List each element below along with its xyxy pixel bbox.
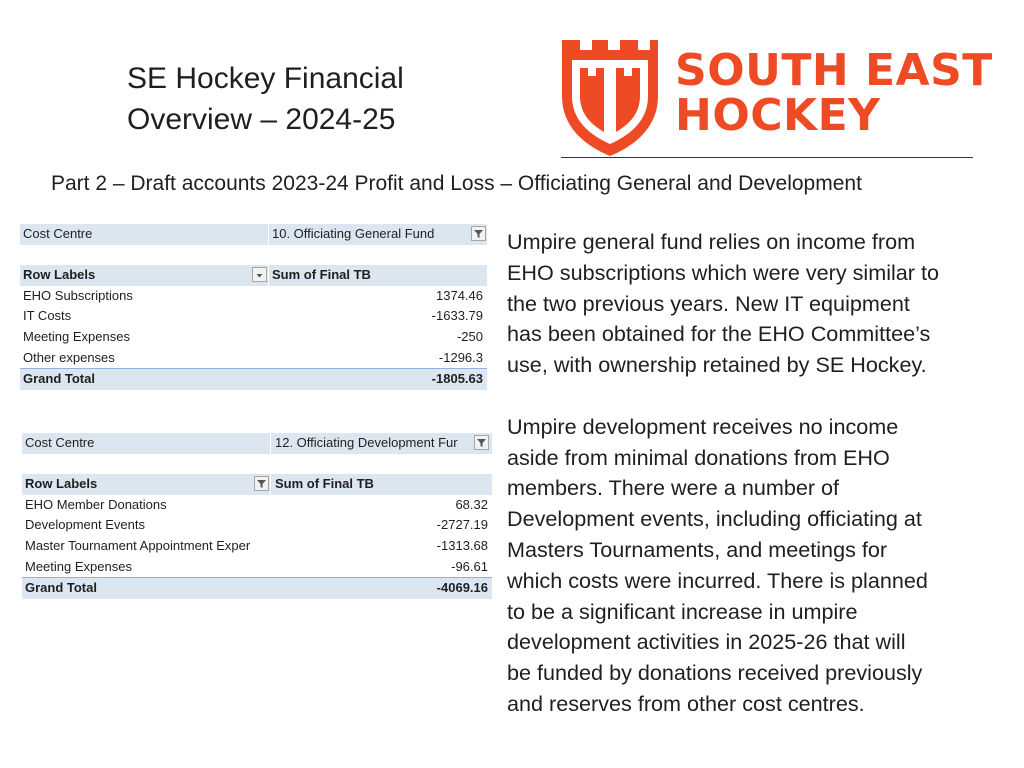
filter-value: 10. Officiating General Fund	[272, 226, 435, 241]
filter-dropdown-button[interactable]	[471, 226, 486, 241]
row-labels-dropdown-button[interactable]	[252, 267, 267, 282]
paragraph-1-line: the two previous years. New IT equipment	[507, 290, 910, 316]
filter-dropdown-button[interactable]	[474, 435, 489, 450]
table-row	[22, 536, 492, 557]
filter-label: Cost Centre	[25, 435, 95, 450]
paragraph-2-line: Umpire development receives no income	[507, 413, 899, 439]
table-row	[20, 327, 487, 348]
header-row-labels: Row Labels	[23, 267, 96, 283]
title-line-2: Overview – 2024-25	[127, 103, 396, 136]
row-value: 1374.46	[436, 287, 483, 303]
chevron-down-icon	[253, 269, 266, 282]
row-value: -1296.3	[438, 349, 483, 365]
header-row	[20, 265, 487, 286]
paragraph-2-line: which costs were incurred. There is planned	[507, 567, 928, 593]
row-value: -2727.19	[436, 517, 488, 533]
row-label: Development Events	[25, 517, 145, 533]
paragraph-2-line: Masters Tournaments, and meetings for	[507, 536, 888, 562]
filter-funnel-icon	[472, 227, 485, 240]
table-row	[20, 348, 487, 369]
table-row	[22, 557, 492, 578]
header-divider	[561, 157, 973, 158]
row-label: Master Tournament Appointment Exper	[25, 537, 251, 553]
header-sum-final-tb: Sum of Final TB	[272, 267, 371, 283]
row-value: -1313.68	[436, 537, 488, 553]
spacer-row	[20, 245, 487, 266]
table-row	[20, 306, 487, 327]
filter-label: Cost Centre	[23, 226, 93, 241]
page-title	[127, 58, 507, 140]
title-line-1: SE Hockey Financial	[127, 62, 404, 95]
paragraph-2-line: to be a significant increase in umpire	[507, 598, 858, 624]
spacer-row	[22, 454, 492, 475]
logo-text-line-1: SOUTH EAST	[675, 45, 993, 96]
paragraph-1-line: Umpire general fund relies on income from	[507, 229, 916, 254]
row-value: -250	[456, 328, 483, 344]
row-value: -1633.79	[431, 308, 483, 324]
filter-funnel-icon	[475, 436, 488, 449]
table-row	[22, 495, 492, 516]
castle-shield-icon	[560, 36, 660, 158]
paragraph-2-line: members. There were a number of	[507, 475, 840, 501]
paragraph-2-line: be funded by donations received previously	[507, 660, 923, 686]
filter-row	[20, 224, 487, 245]
paragraph-2-line: Development events, including officiating at	[507, 506, 922, 532]
grand-total-value: -1805.63	[431, 371, 483, 387]
paragraph-2-line: and reserves from other cost centres.	[507, 690, 865, 716]
row-labels-filter-button[interactable]	[254, 476, 269, 491]
row-label: Meeting Expenses	[23, 328, 130, 344]
grand-total-label: Grand Total	[25, 580, 97, 596]
paragraph-1-line: EHO subscriptions which were very similar to	[507, 259, 940, 285]
row-label: IT Costs	[23, 308, 72, 324]
pivot-table-general-fund	[20, 224, 487, 390]
table-row	[22, 515, 492, 536]
grand-total-row	[20, 368, 487, 390]
south-east-hockey-logo	[560, 36, 993, 161]
grand-total-label: Grand Total	[23, 371, 95, 387]
grand-total-row	[22, 577, 492, 599]
header-row	[22, 474, 492, 495]
grand-total-value: -4069.16	[436, 580, 488, 596]
paragraph-1-line: use, with ownership retained by SE Hockey.	[507, 352, 927, 378]
paragraph-2-line: aside from minimal donations from EHO	[507, 444, 890, 470]
paragraph-2-line: development activities in 2025-26 that will	[507, 629, 906, 655]
filter-row	[22, 433, 492, 454]
row-label: EHO Subscriptions	[23, 287, 133, 303]
paragraph-gap	[507, 381, 987, 412]
row-label: Meeting Expenses	[25, 558, 132, 574]
commentary-text	[507, 227, 987, 720]
row-label: Other expenses	[23, 349, 115, 365]
row-value: 68.32	[455, 496, 488, 512]
row-value: -96.61	[451, 558, 488, 574]
logo-text-line-2: HOCKEY	[675, 90, 881, 141]
header-sum-final-tb: Sum of Final TB	[275, 476, 374, 492]
filter-funnel-icon	[255, 477, 268, 490]
table-row	[20, 286, 487, 307]
filter-value: 12. Officiating Development Fur	[275, 435, 458, 450]
header-row-labels: Row Labels	[25, 476, 98, 492]
section-subtitle: Part 2 – Draft accounts 2023-24 Profit and Loss – Officiating General and Development	[51, 172, 862, 195]
row-label: EHO Member Donations	[25, 496, 167, 512]
paragraph-1-line: has been obtained for the EHO Committee’s	[507, 321, 931, 347]
pivot-table-development-fund	[22, 433, 492, 599]
